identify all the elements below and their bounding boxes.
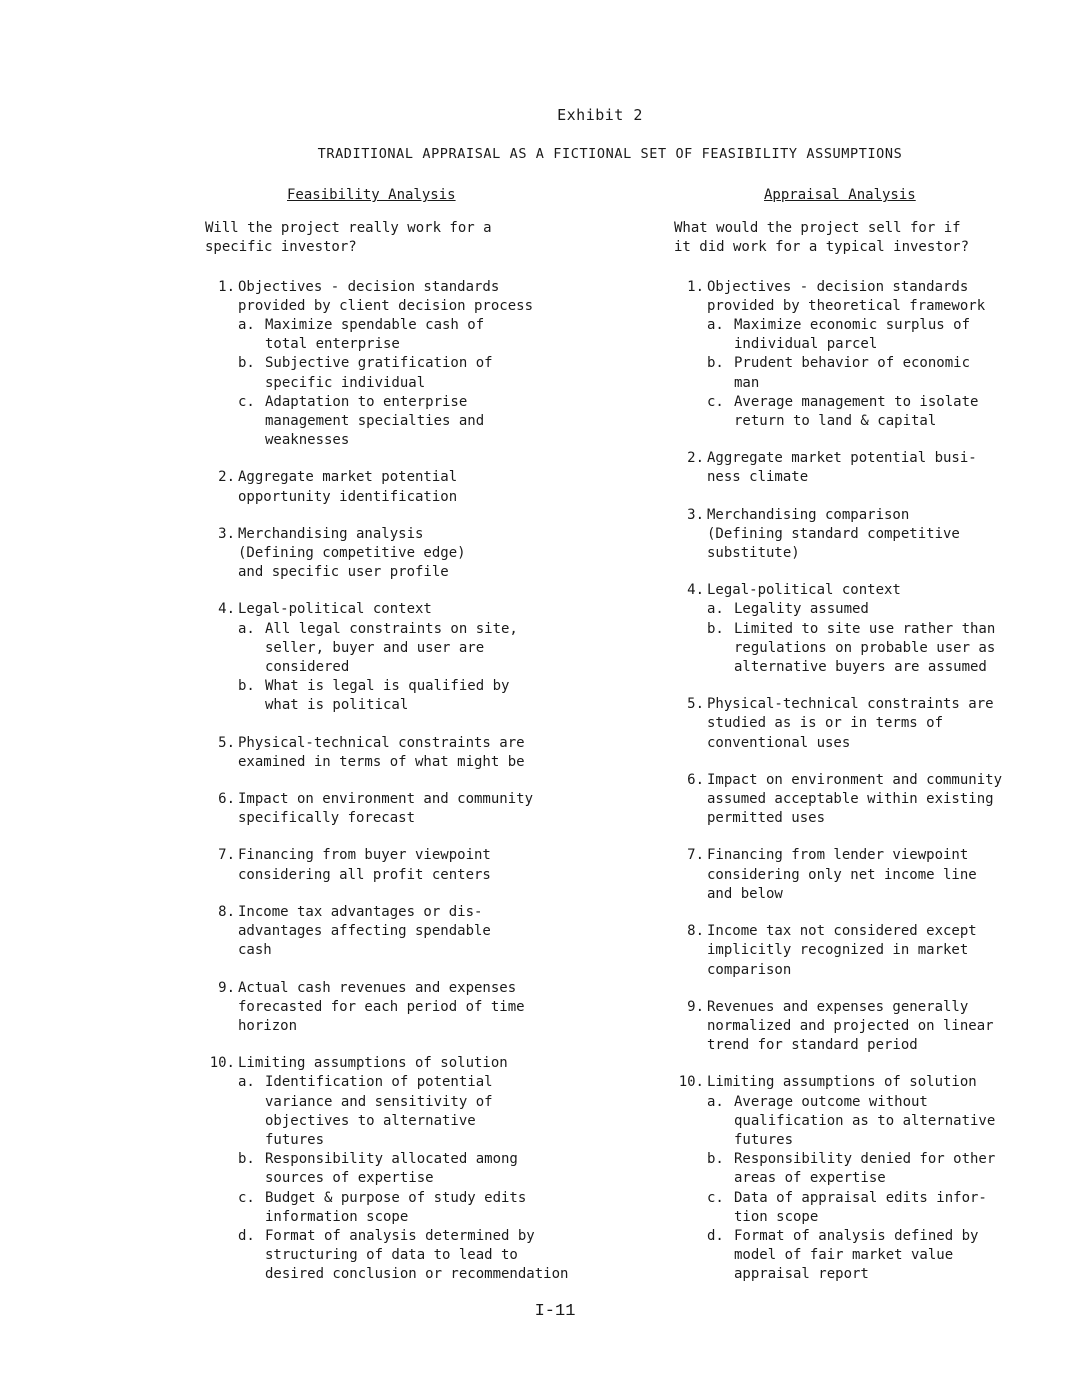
feasibility-question: Will the project really work for a specific investor?	[205, 220, 492, 256]
sub-item-letter: a.	[238, 1074, 255, 1091]
item-text: Impact on environment and community assumed acceptable within existing permitted uses	[707, 771, 1003, 827]
exhibit-label: Exhibit 2	[557, 106, 643, 124]
item-number: 5.	[687, 696, 704, 713]
sub-item-letter: b.	[238, 1151, 255, 1168]
sub-item	[205, 620, 645, 678]
list-item	[674, 846, 1054, 904]
item-text: Income tax advantages or dis- advantages affecting spendable cash	[238, 903, 491, 959]
sub-item-letter: c.	[707, 393, 724, 410]
sub-item-text: Responsibility allocated among sources of expertise	[265, 1151, 518, 1187]
sub-item-text: Format of analysis defined by model of fair market value appraisal report	[734, 1227, 979, 1283]
sub-item-text: What is legal is qualified by what is political	[265, 678, 510, 714]
item-text: Limiting assumptions of solution	[707, 1074, 977, 1091]
item-number: 9.	[218, 979, 235, 996]
sub-item	[205, 1150, 645, 1188]
sub-item	[205, 1189, 645, 1227]
item-number: 8.	[687, 923, 704, 940]
sub-item-letter: d.	[238, 1227, 255, 1244]
item-text: Aggregate market potential opportunity identification	[238, 469, 458, 505]
feasibility-header: Feasibility Analysis	[287, 187, 456, 203]
sub-item-letter: a.	[707, 1093, 724, 1110]
item-text: Limiting assumptions of solution	[238, 1055, 508, 1072]
list-item	[205, 278, 645, 451]
appraisal-question: What would the project sell for if it did work for a typical investor?	[674, 220, 970, 256]
appraisal-column	[674, 186, 1054, 1303]
sub-item	[205, 393, 645, 451]
sub-item-text: Subjective gratification of specific individual	[265, 355, 493, 391]
sub-item	[674, 316, 1054, 354]
item-text: Revenues and expenses generally normalized and projected on linear trend for standard period	[707, 998, 994, 1054]
sub-item	[205, 354, 645, 392]
sub-item	[205, 316, 645, 354]
sub-item-letter: a.	[707, 601, 724, 618]
sub-item-letter: c.	[238, 1189, 255, 1206]
item-text: Financing from lender viewpoint considering only net income line and below	[707, 847, 977, 902]
list-item	[674, 581, 1054, 677]
sub-item	[674, 1150, 1054, 1188]
item-text: Physical-technical constraints are examined in terms of what might be	[238, 734, 525, 770]
list-item	[205, 846, 645, 884]
sub-item-letter: b.	[707, 1151, 724, 1168]
list-item	[205, 903, 645, 961]
item-text: Legal-political context	[707, 582, 901, 599]
list-item	[205, 468, 645, 506]
appraisal-header: Appraisal Analysis	[764, 187, 916, 203]
list-item	[674, 922, 1054, 980]
item-number: 3.	[218, 525, 235, 542]
sub-item-text: Format of analysis determined by structuring of data to lead to desired conclusion or recommendation	[265, 1227, 569, 1283]
sub-item	[205, 1227, 645, 1285]
sub-item-text: Legality assumed	[734, 601, 869, 618]
item-text: Objectives - decision standards provided by theoretical framework	[707, 278, 986, 314]
item-text: Actual cash revenues and expenses forecasted for each period of time horizon	[238, 979, 525, 1034]
list-item	[674, 506, 1054, 564]
appraisal-items	[674, 278, 1054, 1285]
sub-item-text: Identification of potential variance and sensitivity of objectives to alternative futures	[265, 1074, 493, 1148]
item-text: Physical-technical constraints are studied as is or in terms of conventional uses	[707, 696, 994, 751]
feasibility-items	[205, 278, 645, 1285]
sub-item	[674, 620, 1054, 678]
sub-item-letter: c.	[238, 393, 255, 410]
item-number: 10.	[209, 1055, 235, 1072]
sub-item-letter: d.	[707, 1227, 724, 1244]
item-number: 1.	[218, 278, 235, 295]
sub-item-letter: b.	[707, 355, 724, 372]
list-item	[674, 695, 1054, 753]
sub-item	[674, 1093, 1054, 1151]
list-item	[674, 449, 1054, 487]
item-number: 4.	[687, 582, 704, 599]
item-number: 2.	[687, 450, 704, 467]
sub-item-text: Responsibility denied for other areas of expertise	[734, 1151, 996, 1187]
item-text: Legal-political context	[238, 601, 432, 618]
sub-item-text: Adaptation to enterprise management specialties and weaknesses	[265, 393, 485, 449]
item-text: Objectives - decision standards provided by client decision process	[238, 278, 534, 314]
list-item	[205, 979, 645, 1037]
sub-item-letter: a.	[238, 620, 255, 637]
sub-item-letter: c.	[707, 1189, 724, 1206]
item-number: 1.	[687, 278, 704, 295]
item-number: 4.	[218, 601, 235, 618]
sub-item-text: Limited to site use rather than regulations on probable user as alternative buyers are assumed	[734, 620, 996, 676]
item-number: 2.	[218, 469, 235, 486]
sub-item	[205, 677, 645, 715]
sub-item-text: Average outcome without qualification as to alternative futures	[734, 1093, 996, 1148]
item-number: 7.	[687, 847, 704, 864]
item-number: 8.	[218, 903, 235, 920]
sub-item	[674, 393, 1054, 431]
list-item	[674, 278, 1054, 432]
list-item	[205, 600, 645, 715]
item-text: Merchandising comparison (Defining standard competitive substitute)	[707, 506, 960, 562]
list-item	[205, 1054, 645, 1284]
sub-item-letter: b.	[238, 355, 255, 372]
sub-item	[205, 1073, 645, 1150]
sub-item-text: Average management to isolate return to land & capital	[734, 393, 979, 430]
sub-item-letter: a.	[238, 317, 255, 334]
item-number: 5.	[218, 734, 235, 751]
item-text: Income tax not considered except implicitly recognized in market comparison	[707, 923, 977, 978]
item-number: 6.	[687, 771, 704, 788]
sub-item-text: Budget & purpose of study edits information scope	[265, 1189, 527, 1225]
list-item	[674, 771, 1054, 829]
sub-item-text: Maximize spendable cash of total enterprise	[265, 317, 485, 353]
sub-item-letter: b.	[707, 620, 724, 637]
item-text: Aggregate market potential busi- ness climate	[707, 450, 977, 486]
page-number: I-11	[534, 1302, 576, 1321]
sub-item-letter: b.	[238, 678, 255, 695]
item-number: 7.	[218, 847, 235, 864]
list-item	[205, 790, 645, 828]
sub-item	[674, 1189, 1054, 1227]
sub-item	[674, 600, 1054, 619]
sub-item-text: All legal constraints on site, seller, buyer and user are considered	[265, 620, 518, 676]
list-item	[674, 1073, 1054, 1284]
sub-item	[674, 1227, 1054, 1285]
document-title: TRADITIONAL APPRAISAL AS A FICTIONAL SET OF FEASIBILITY ASSUMPTIONS	[317, 146, 903, 162]
item-number: 3.	[687, 506, 704, 523]
item-number: 10.	[678, 1074, 704, 1091]
item-text: Impact on environment and community specifically forecast	[238, 791, 534, 827]
list-item	[205, 525, 645, 583]
feasibility-column	[205, 186, 645, 1303]
item-text: Merchandising analysis (Defining competitive edge) and specific user profile	[238, 525, 466, 581]
item-text: Financing from buyer viewpoint considering all profit centers	[238, 847, 491, 883]
list-item	[205, 734, 645, 772]
item-number: 6.	[218, 791, 235, 808]
sub-item-letter: a.	[707, 317, 724, 334]
sub-item-text: Data of appraisal edits infor- tion scope	[734, 1189, 987, 1225]
list-item	[674, 998, 1054, 1056]
sub-item-text: Prudent behavior of economic man	[734, 355, 971, 391]
sub-item-text: Maximize economic surplus of individual parcel	[734, 317, 971, 353]
sub-item	[674, 354, 1054, 392]
item-number: 9.	[687, 998, 704, 1015]
